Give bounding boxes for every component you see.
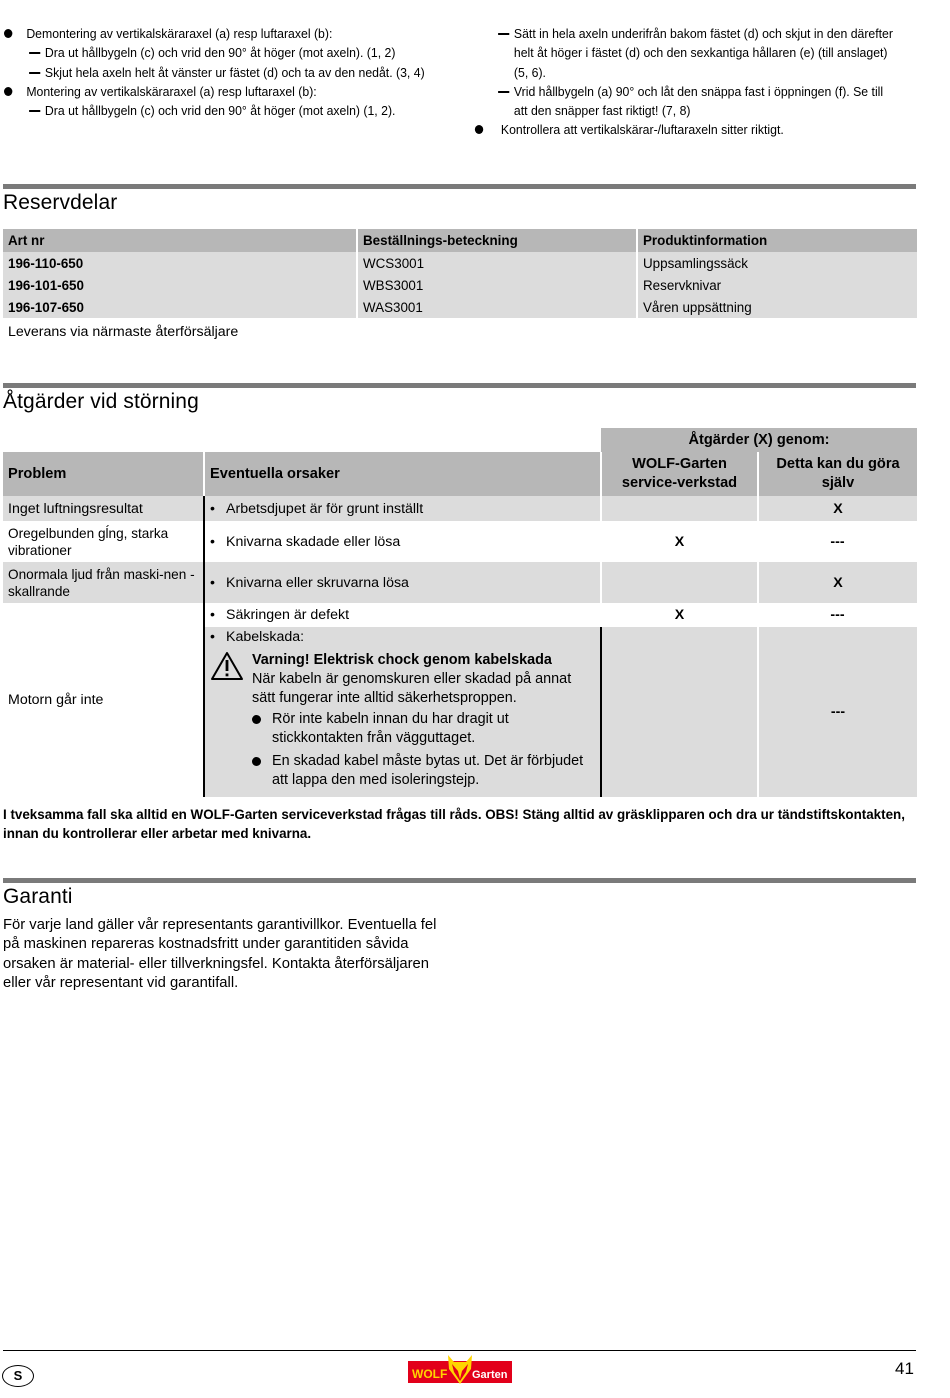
footer-rule	[3, 1350, 916, 1351]
spare-parts-table	[3, 229, 917, 318]
column-header-problem: Problem	[3, 452, 204, 496]
table-row	[3, 274, 917, 296]
section-title-warranty: Garanti	[3, 885, 73, 908]
delivery-note: Leverans via närmaste återförsäljare	[8, 324, 239, 340]
section-rule	[3, 878, 916, 883]
problem-cell: Inget luftningsresultat	[3, 496, 204, 521]
list-item: En skadad kabel måste bytas ut. Det är förbjudet att lappa den med isoleringstejp.	[252, 752, 595, 790]
column-header-self: Detta kan du göra själv	[758, 452, 917, 496]
product-info: Uppsamlingssäck	[637, 252, 917, 274]
table-row	[3, 603, 917, 627]
dash-icon	[29, 110, 40, 112]
problem-cell: Motorn går inte	[3, 603, 204, 797]
svg-text:WOLF: WOLF	[412, 1367, 448, 1381]
instructions-right	[473, 24, 898, 140]
part-number: 196-107-650	[3, 296, 357, 318]
part-number: 196-110-650	[3, 252, 357, 274]
bullet-icon	[4, 29, 12, 38]
workshop-cell	[601, 496, 758, 521]
language-badge: S	[2, 1365, 34, 1387]
dash-icon	[498, 91, 509, 93]
table-row	[3, 562, 917, 603]
instruction-step: Dra ut hållbygeln (c) och vrid den 90° åt höger (mot axeln) (1, 2).	[4, 101, 446, 120]
instructions-left	[4, 24, 446, 120]
column-header: Art nr	[3, 229, 357, 252]
self-cell: ---	[758, 603, 917, 627]
group-header: Åtgärder (X) genom:	[601, 428, 917, 452]
troubleshooting-table	[3, 428, 917, 797]
column-header: Beställnings-beteckning	[357, 229, 637, 252]
warranty-text: För varje land gäller vår representants garantivillkor. Eventuella fel på maskinen repareras kostnadsfritt under garantitiden såvida orsaken är material- eller tillverkningsfel. Kontakta återförsäljaren eller vår representant vid garantifall.	[3, 917, 437, 991]
table-group-header-row	[3, 428, 917, 452]
cause-cell: • Arbetsdjupet är för grunt inställt	[204, 496, 601, 521]
product-info: Reservknivar	[637, 274, 917, 296]
bullet-icon	[475, 125, 483, 134]
list-item: Rör inte kabeln innan du har dragit ut stickkontakten från vägguttaget.	[252, 710, 595, 748]
warning-box	[210, 651, 595, 790]
instruction-bullet: Kontrollera att vertikalskärar-/luftaraxeln sitter riktigt.	[473, 120, 898, 139]
section-title-spare-parts: Reservdelar	[3, 191, 118, 214]
column-header: Produktinformation	[637, 229, 917, 252]
table-header-row	[3, 452, 917, 496]
cause-cell: • Knivarna eller skruvarna lösa	[204, 562, 601, 603]
instruction-bullet: Demontering av vertikalskäraraxel (a) resp luftaraxel (b):	[4, 24, 446, 43]
problem-cell: Oregelbunden gĺng, starka vibrationer	[3, 521, 204, 562]
workshop-cell: X	[601, 521, 758, 562]
self-cell: X	[758, 562, 917, 603]
warning-list	[252, 710, 595, 790]
dash-icon	[29, 52, 40, 54]
page-number: 41	[895, 1359, 914, 1378]
instruction-bullet: Montering av vertikalskäraraxel (a) resp luftaraxel (b):	[4, 82, 446, 101]
section-rule	[3, 184, 916, 189]
section-rule	[3, 383, 916, 388]
svg-text:Garten: Garten	[472, 1369, 508, 1381]
section-title-troubleshooting: Åtgärder vid störning	[3, 390, 199, 413]
problem-cell: Onormala ljud från maski-nen - skallrande	[3, 562, 204, 603]
self-cell: ---	[758, 627, 917, 797]
dash-icon	[498, 33, 509, 35]
table-row	[3, 296, 917, 318]
instruction-step: Vrid hållbygeln (a) 90° och låt den snäppa fast i öppningen (f). Se till att den snäpper fast riktigt! (7, 8)	[473, 82, 898, 121]
self-cell: X	[758, 496, 917, 521]
warning-triangle-icon	[210, 651, 244, 681]
table-row	[3, 252, 917, 274]
wolf-garten-logo	[408, 1355, 512, 1385]
part-number: 196-101-650	[3, 274, 357, 296]
order-code: WBS3001	[357, 274, 637, 296]
table-row	[3, 496, 917, 521]
cause-cell: • Kabelskada: Varning! Elektrisk chock genom kabelskada När kabeln är genomskuren eller skadad på annat sätt fungerar inte alltid säkerhetsproppen. Rör inte kabeln innan du har dragit ut stickkontakten från vägguttaget. En skadad kabel måste bytas ut. Det är förbjudet att lappa den med isoleringstejp.	[204, 627, 601, 797]
instruction-step: Dra ut hållbygeln (c) och vrid den 90° åt höger (mot axeln). (1, 2)	[4, 43, 446, 62]
self-cell: ---	[758, 521, 917, 562]
workshop-cell: X	[601, 603, 758, 627]
product-info: Våren uppsättning	[637, 296, 917, 318]
instruction-step: Skjut hela axeln helt åt vänster ur fästet (d) och ta av den nedåt. (3, 4)	[4, 63, 446, 82]
workshop-cell	[601, 562, 758, 603]
cause-cell: • Säkringen är defekt	[204, 603, 601, 627]
table-row	[3, 521, 917, 562]
order-code: WAS3001	[357, 296, 637, 318]
cause-cell: • Knivarna skadade eller lösa	[204, 521, 601, 562]
bullet-icon	[4, 87, 12, 96]
warning-title: Varning! Elektrisk chock genom kabelskada	[252, 652, 552, 668]
safety-note: I tveksamma fall ska alltid en WOLF-Garten serviceverkstad frågas till råds. OBS! Stäng alltid av gräsklipparen och dra ur tändstiftskontakten, innan du kontrollerar eller arbetar med knivarna.	[3, 807, 905, 841]
warning-text: När kabeln är genomskuren eller skadad på annat sätt fungerar inte alltid säkerhetsproppen.	[252, 671, 572, 706]
table-header-row	[3, 229, 917, 252]
order-code: WCS3001	[357, 252, 637, 274]
instruction-step: Sätt in hela axeln underifrån bakom fästet (d) och skjut in den därefter helt åt höger i fästet (d) och den sexkantiga hållaren (e) (till anslaget) (5, 6).	[473, 24, 898, 82]
column-header-causes: Eventuella orsaker	[204, 452, 601, 496]
dash-icon	[29, 72, 40, 74]
column-header-workshop: WOLF-Garten service-verkstad	[601, 452, 758, 496]
